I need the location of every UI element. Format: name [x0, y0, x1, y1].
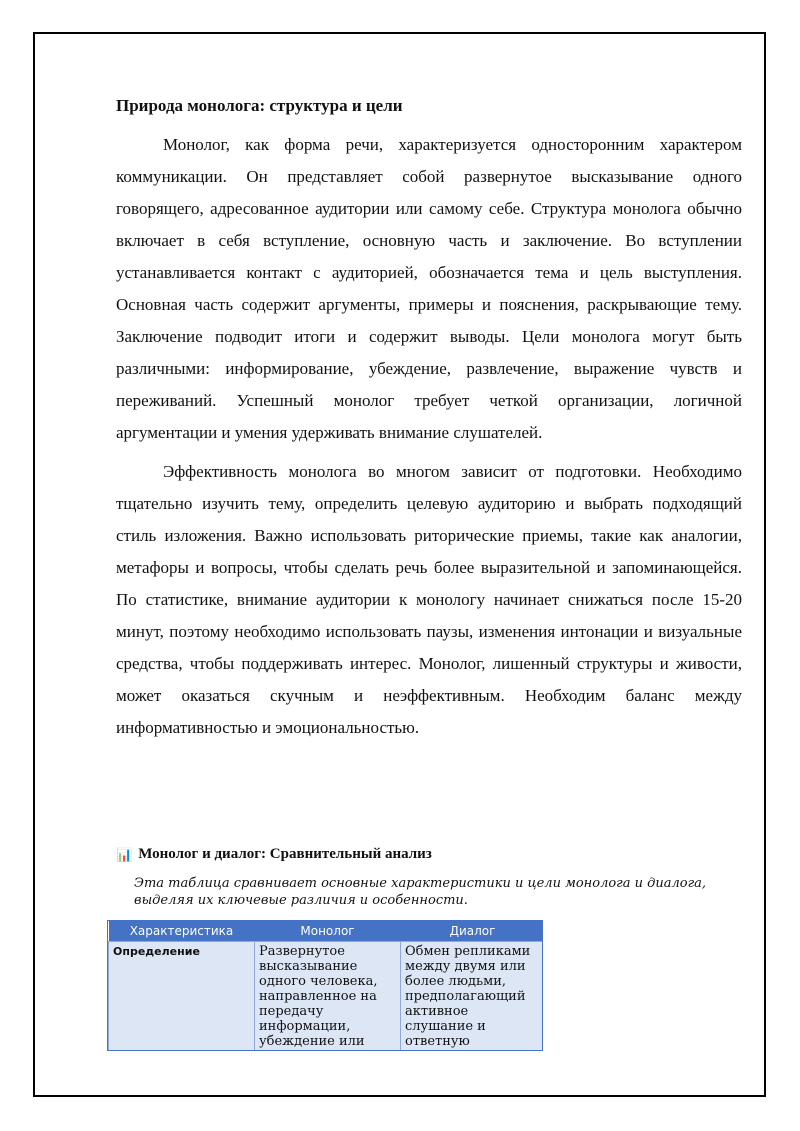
paragraph-2: Эффективность монолога во многом зависит от подготовки. Необходимо тщательно изучить тему, определить целевую аудиторию и выбрать подходящий стиль изложения. Важно использовать риторические приемы, такие как аналогии, метафоры и вопросы, чтобы сделать речь более выразительной и запоминающейся. По статистике, внимание аудитории к монологу начинает снижаться после 15-20 минут, поэтому необходимо использовать паузы, изменения интонации и визуальные средства, чтобы поддерживать интерес. Монолог, лишенный структуры и живости, может оказаться скучным и неэффективным. Необходим баланс между информативностью и эмоциональностью.	[116, 462, 742, 737]
comparison-table	[107, 920, 543, 1051]
section-heading: Природа монолога: структура и цели	[116, 96, 403, 115]
table-header-row	[109, 921, 544, 942]
row-label: Определение	[109, 942, 255, 1052]
document-body	[116, 96, 742, 751]
cell-monolog: Развернутое высказывание одного человека, направленное на передачу информации, убеждение или	[255, 942, 401, 1052]
header-monolog: Монолог	[255, 921, 401, 942]
table-row	[109, 942, 544, 1052]
table-caption: Эта таблица сравнивает основные характеристики и цели монолога и диалога, выделяя их ключевые различия и особенности.	[134, 876, 707, 908]
header-characteristic: Характеристика	[109, 921, 255, 942]
cell-dialog: Обмен репликами между двумя или более людьми, предполагающий активное слушание и ответную	[401, 942, 544, 1052]
chart-icon: 📊	[116, 846, 133, 862]
paragraph-1: Монолог, как форма речи, характеризуется односторонним характером коммуникации. Он представляет собой развернутое высказывание одного говорящего, адресованное аудитории или самому себе. Структура монолога обычно включает в себя вступление, основную часть и заключение. Во вступлении устанавливается контакт с аудиторией, обозначается тема и цель выступления. Основная часть содержит аргументы, примеры и пояснения, раскрывающие тему. Заключение подводит итоги и содержит выводы. Цели монолога могут быть различными: информирование, убеждение, развлечение, выражение чувств и переживаний. Успешный монолог требует четкой организации, логичной аргументации и умения удерживать внимание слушателей.	[116, 135, 742, 442]
table-title	[116, 846, 432, 863]
header-dialog: Диалог	[401, 921, 544, 942]
table-title-text: Монолог и диалог: Сравнительный анализ	[138, 846, 432, 862]
